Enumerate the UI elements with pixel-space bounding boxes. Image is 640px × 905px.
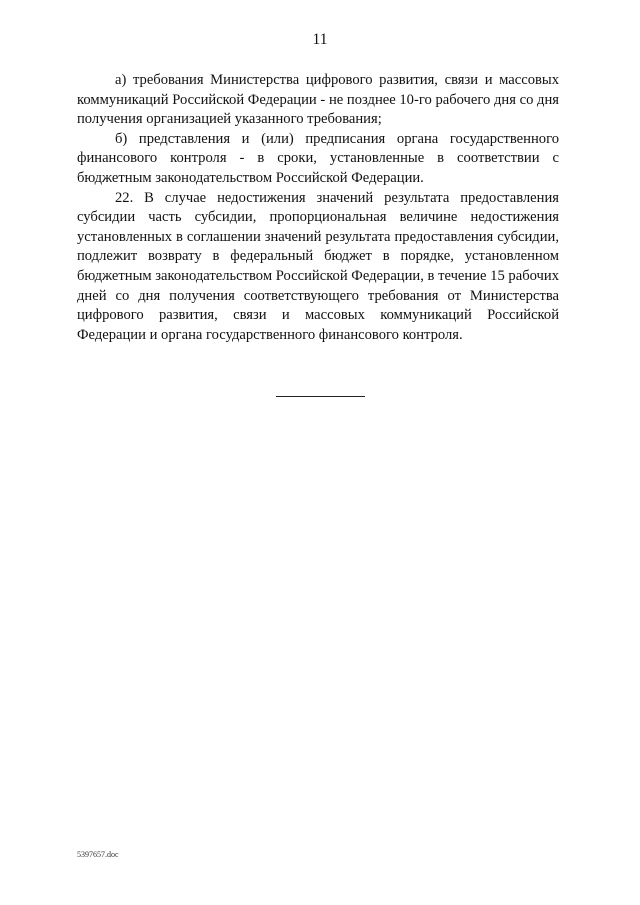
paragraph-item-b: б) представления и (или) предписания органа государственного финансового контроля - в сроки, установленные в соответствии с бюджетным законодательством Российской Федерации. <box>77 130 559 186</box>
page-number: 11 <box>312 31 328 48</box>
paragraph-clause-22: 22. В случае недостижения значений результата предоставления субсидии часть субсидии, пропорциональная величине недостижения установленных в соглашении значений результата предоставления субсидии, подлежит возврату в федеральный бюджет в порядке, установленном бюджетным законодательством Российской Федерации, в течение 15 рабочих дней со дня получения соответствующего требования от Министерства цифрового развития, связи и массовых коммуникаций Российской Федерации и органа государственного финансового контроля. <box>77 189 559 343</box>
document-file-reference: 5397657.doc <box>77 850 119 859</box>
end-of-document-rule <box>276 396 365 397</box>
body-text <box>77 71 559 345</box>
paragraph-item-a: а) требования Министерства цифрового развития, связи и массовых коммуникаций Российской Федерации - не позднее 10-го рабочего дня со дня получения организацией указанного требования; <box>77 72 559 128</box>
